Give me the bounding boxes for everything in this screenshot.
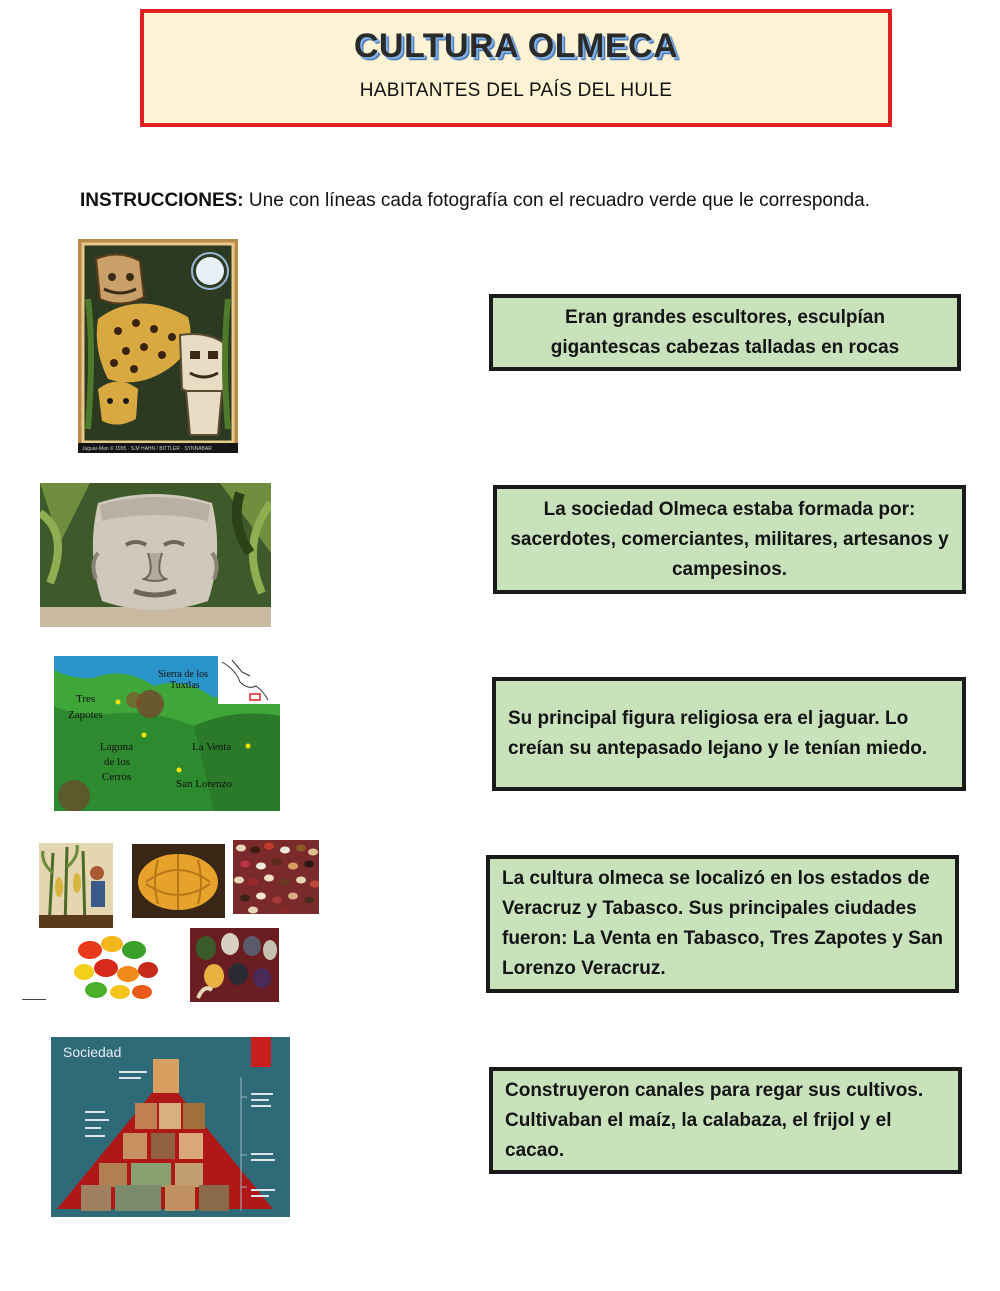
society-pyramid-image[interactable] xyxy=(51,1037,290,1217)
map-label-la-venta: La Venta xyxy=(192,741,232,753)
answer-box-3[interactable] xyxy=(492,677,966,791)
map-label-tres: Tres xyxy=(76,693,96,705)
stray-line xyxy=(22,999,46,1000)
society-pyramid xyxy=(51,1037,290,1217)
squash-photo xyxy=(132,844,225,918)
map-label-san-lorenzo: San Lorenzo xyxy=(176,778,232,790)
crop-image-peppers[interactable] xyxy=(70,928,160,1002)
instructions xyxy=(80,190,960,212)
society-title: Sociedad xyxy=(63,1044,122,1060)
jaguar-illustration xyxy=(78,239,238,453)
olmec-map xyxy=(54,656,280,811)
instructions-label: INSTRUCCIONES: xyxy=(80,190,244,211)
title-banner xyxy=(140,9,892,127)
crop-image-vegetables[interactable] xyxy=(190,928,279,1002)
page-subtitle: HABITANTES DEL PAÍS DEL HULE xyxy=(359,80,673,101)
map-label-sierra-1: Sierra de los xyxy=(158,669,208,680)
answer-text-5: Construyeron canales para regar sus cultivos. Cultivaban el maíz, la calabaza, el frijol y el cacao. xyxy=(505,1079,924,1161)
instructions-text: Une con líneas cada fotografía con el recuadro verde que le corresponda. xyxy=(243,190,870,211)
answer-text-4: La cultura olmeca se localizó en los estados de Veracruz y Tabasco. Sus principales ciudades fueron: La Venta en Tabasco, Tres Zapotes y San Lorenzo Veracruz. xyxy=(502,868,943,979)
answer-text-1: Eran grandes escultores, esculpían gigantescas cabezas talladas en rocas xyxy=(550,306,900,358)
crop-image-squash[interactable] xyxy=(132,844,225,918)
peppers-photo xyxy=(70,928,160,1002)
maize-codex xyxy=(39,843,113,928)
crop-image-maize[interactable] xyxy=(39,843,113,928)
page-title: CULTURA OLMECA xyxy=(353,27,679,65)
map-label-laguna-1: Laguna xyxy=(100,741,133,753)
crop-image-beans[interactable] xyxy=(233,840,319,914)
answer-text-3: Su principal figura religiosa era el jaguar. Lo creían su antepasado lejano y le tenían miedo. xyxy=(508,708,928,759)
answer-box-4[interactable] xyxy=(486,855,959,993)
map-label-zapotes: Zapotes xyxy=(68,709,103,721)
olmec-map-image[interactable] xyxy=(54,656,280,811)
answer-text-2: La sociedad Olmeca estaba formada por: sacerdotes, comerciantes, militares, artesanos y campesinos. xyxy=(510,498,949,580)
vegetables-photo xyxy=(190,928,279,1002)
answer-box-2[interactable] xyxy=(493,485,966,594)
jaguar-image[interactable] xyxy=(78,239,238,453)
map-label-sierra-2: Tuxtlas xyxy=(170,680,200,691)
jaguar-caption: Jaguar-Man © 1995 · S.M HAHN / BITTLER · SYNNABAR xyxy=(82,446,212,452)
olmec-head-image[interactable] xyxy=(40,483,271,627)
olmec-head-photo xyxy=(40,483,271,627)
map-label-laguna-2: de los xyxy=(104,756,130,768)
answer-box-5[interactable] xyxy=(489,1067,962,1174)
beans-photo xyxy=(233,840,319,914)
answer-box-1[interactable] xyxy=(489,294,961,371)
map-label-laguna-3: Cerros xyxy=(102,771,132,783)
